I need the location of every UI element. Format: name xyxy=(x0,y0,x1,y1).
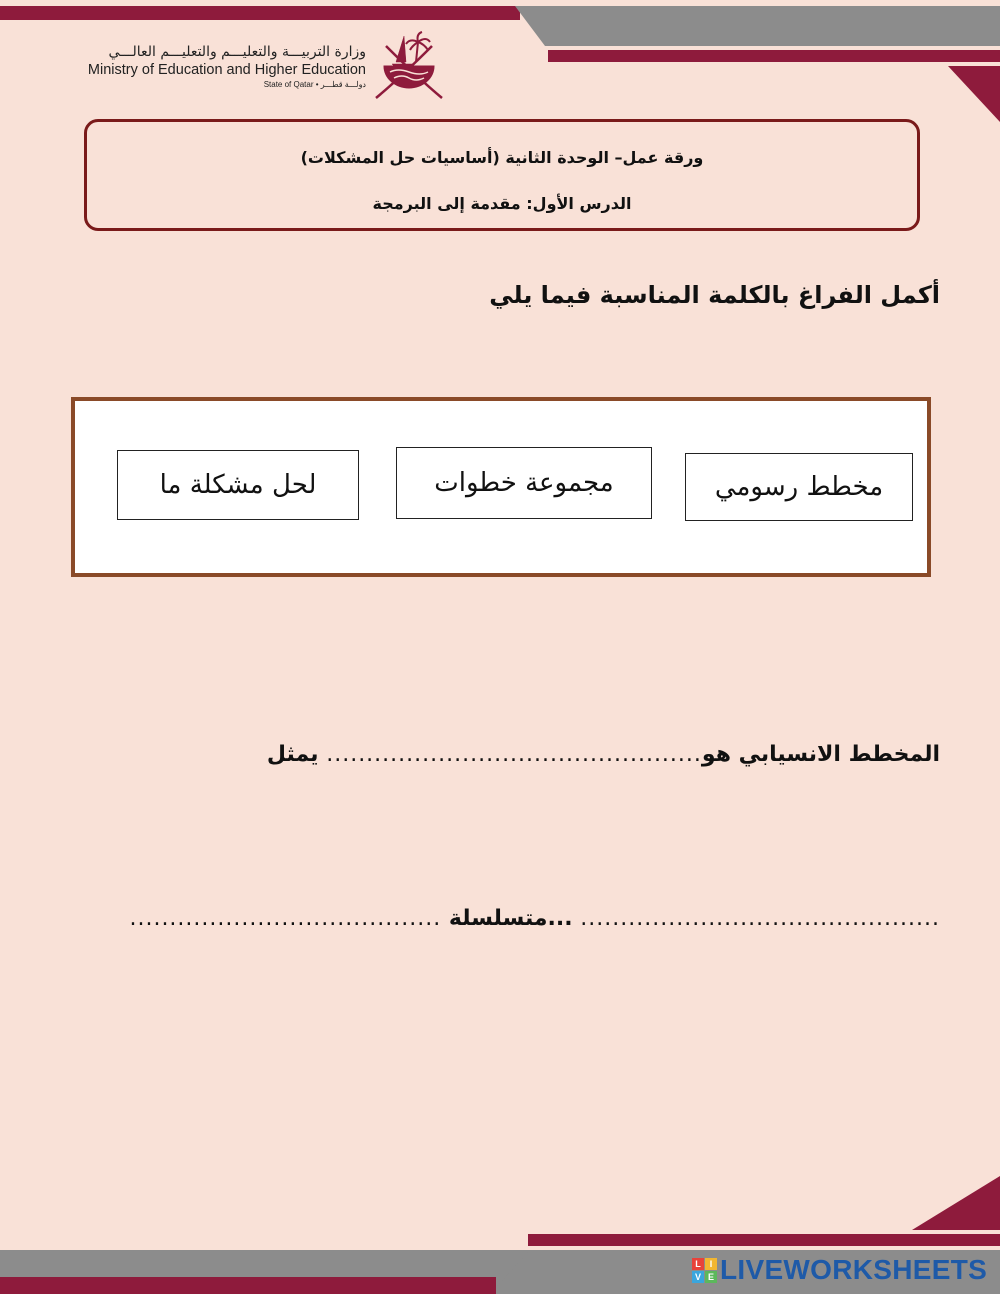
worksheet-title-box xyxy=(84,119,920,231)
ministry-logo-text xyxy=(88,44,366,89)
sentence-2-middle: ...متسلسلة xyxy=(448,906,573,931)
word-chip-graphical-diagram[interactable]: مخطط رسومي xyxy=(685,453,913,521)
blank-3[interactable]: ....................................... xyxy=(129,906,442,931)
sentence-1-end: يمثل xyxy=(266,742,319,767)
blank-2[interactable]: ............................................. xyxy=(580,906,940,931)
word-chip-set-of-steps[interactable]: مجموعة خطوات xyxy=(396,447,652,519)
footer-bar-red-bottom xyxy=(0,1277,496,1294)
state-of-qatar-label: State of Qatar • دولـــة قطـــر xyxy=(263,80,366,89)
word-bank xyxy=(71,397,931,577)
logo-letter-i: I xyxy=(705,1258,717,1270)
word-chip-to-solve-problem[interactable]: لحل مشكلة ما xyxy=(117,450,359,520)
logo-letter-l: L xyxy=(692,1258,704,1270)
instruction-text: أكمل الفراغ بالكلمة المناسبة فيما يلي xyxy=(489,281,940,309)
ministry-name-english: Ministry of Education and Higher Education xyxy=(87,62,366,78)
worksheet-unit-title: ورقة عمل– الوحدة الثانية (أساسيات حل المشكلات) xyxy=(300,148,704,167)
header-bar-red xyxy=(0,6,520,20)
fill-sentence-2 xyxy=(129,906,940,931)
qatar-emblem-icon xyxy=(370,28,448,102)
footer-bar-red xyxy=(528,1234,1000,1246)
footer-triangle xyxy=(912,1176,1000,1230)
worksheet-lesson-title: الدرس الأول: مقدمة إلى البرمجة xyxy=(372,194,632,213)
liveworksheets-logo[interactable] xyxy=(692,1254,987,1286)
fill-sentence-1 xyxy=(267,742,940,767)
header-bar-gray xyxy=(515,6,1000,46)
header-bar-red-secondary xyxy=(548,50,1000,62)
logo-letter-v: V xyxy=(692,1271,704,1283)
header-triangle xyxy=(948,66,1000,122)
blank-1[interactable]: ............................................... xyxy=(326,742,702,767)
sentence-1-start: المخطط الانسيابي هو xyxy=(701,742,940,767)
logo-letter-e: E xyxy=(705,1271,717,1283)
liveworksheets-grid-icon xyxy=(692,1258,717,1283)
ministry-name-arabic: وزارة التربيـــة والتعليـــم والتعليـــم العالـــي xyxy=(108,44,366,60)
liveworksheets-brand-text: LIVEWORKSHEETS xyxy=(720,1254,988,1285)
